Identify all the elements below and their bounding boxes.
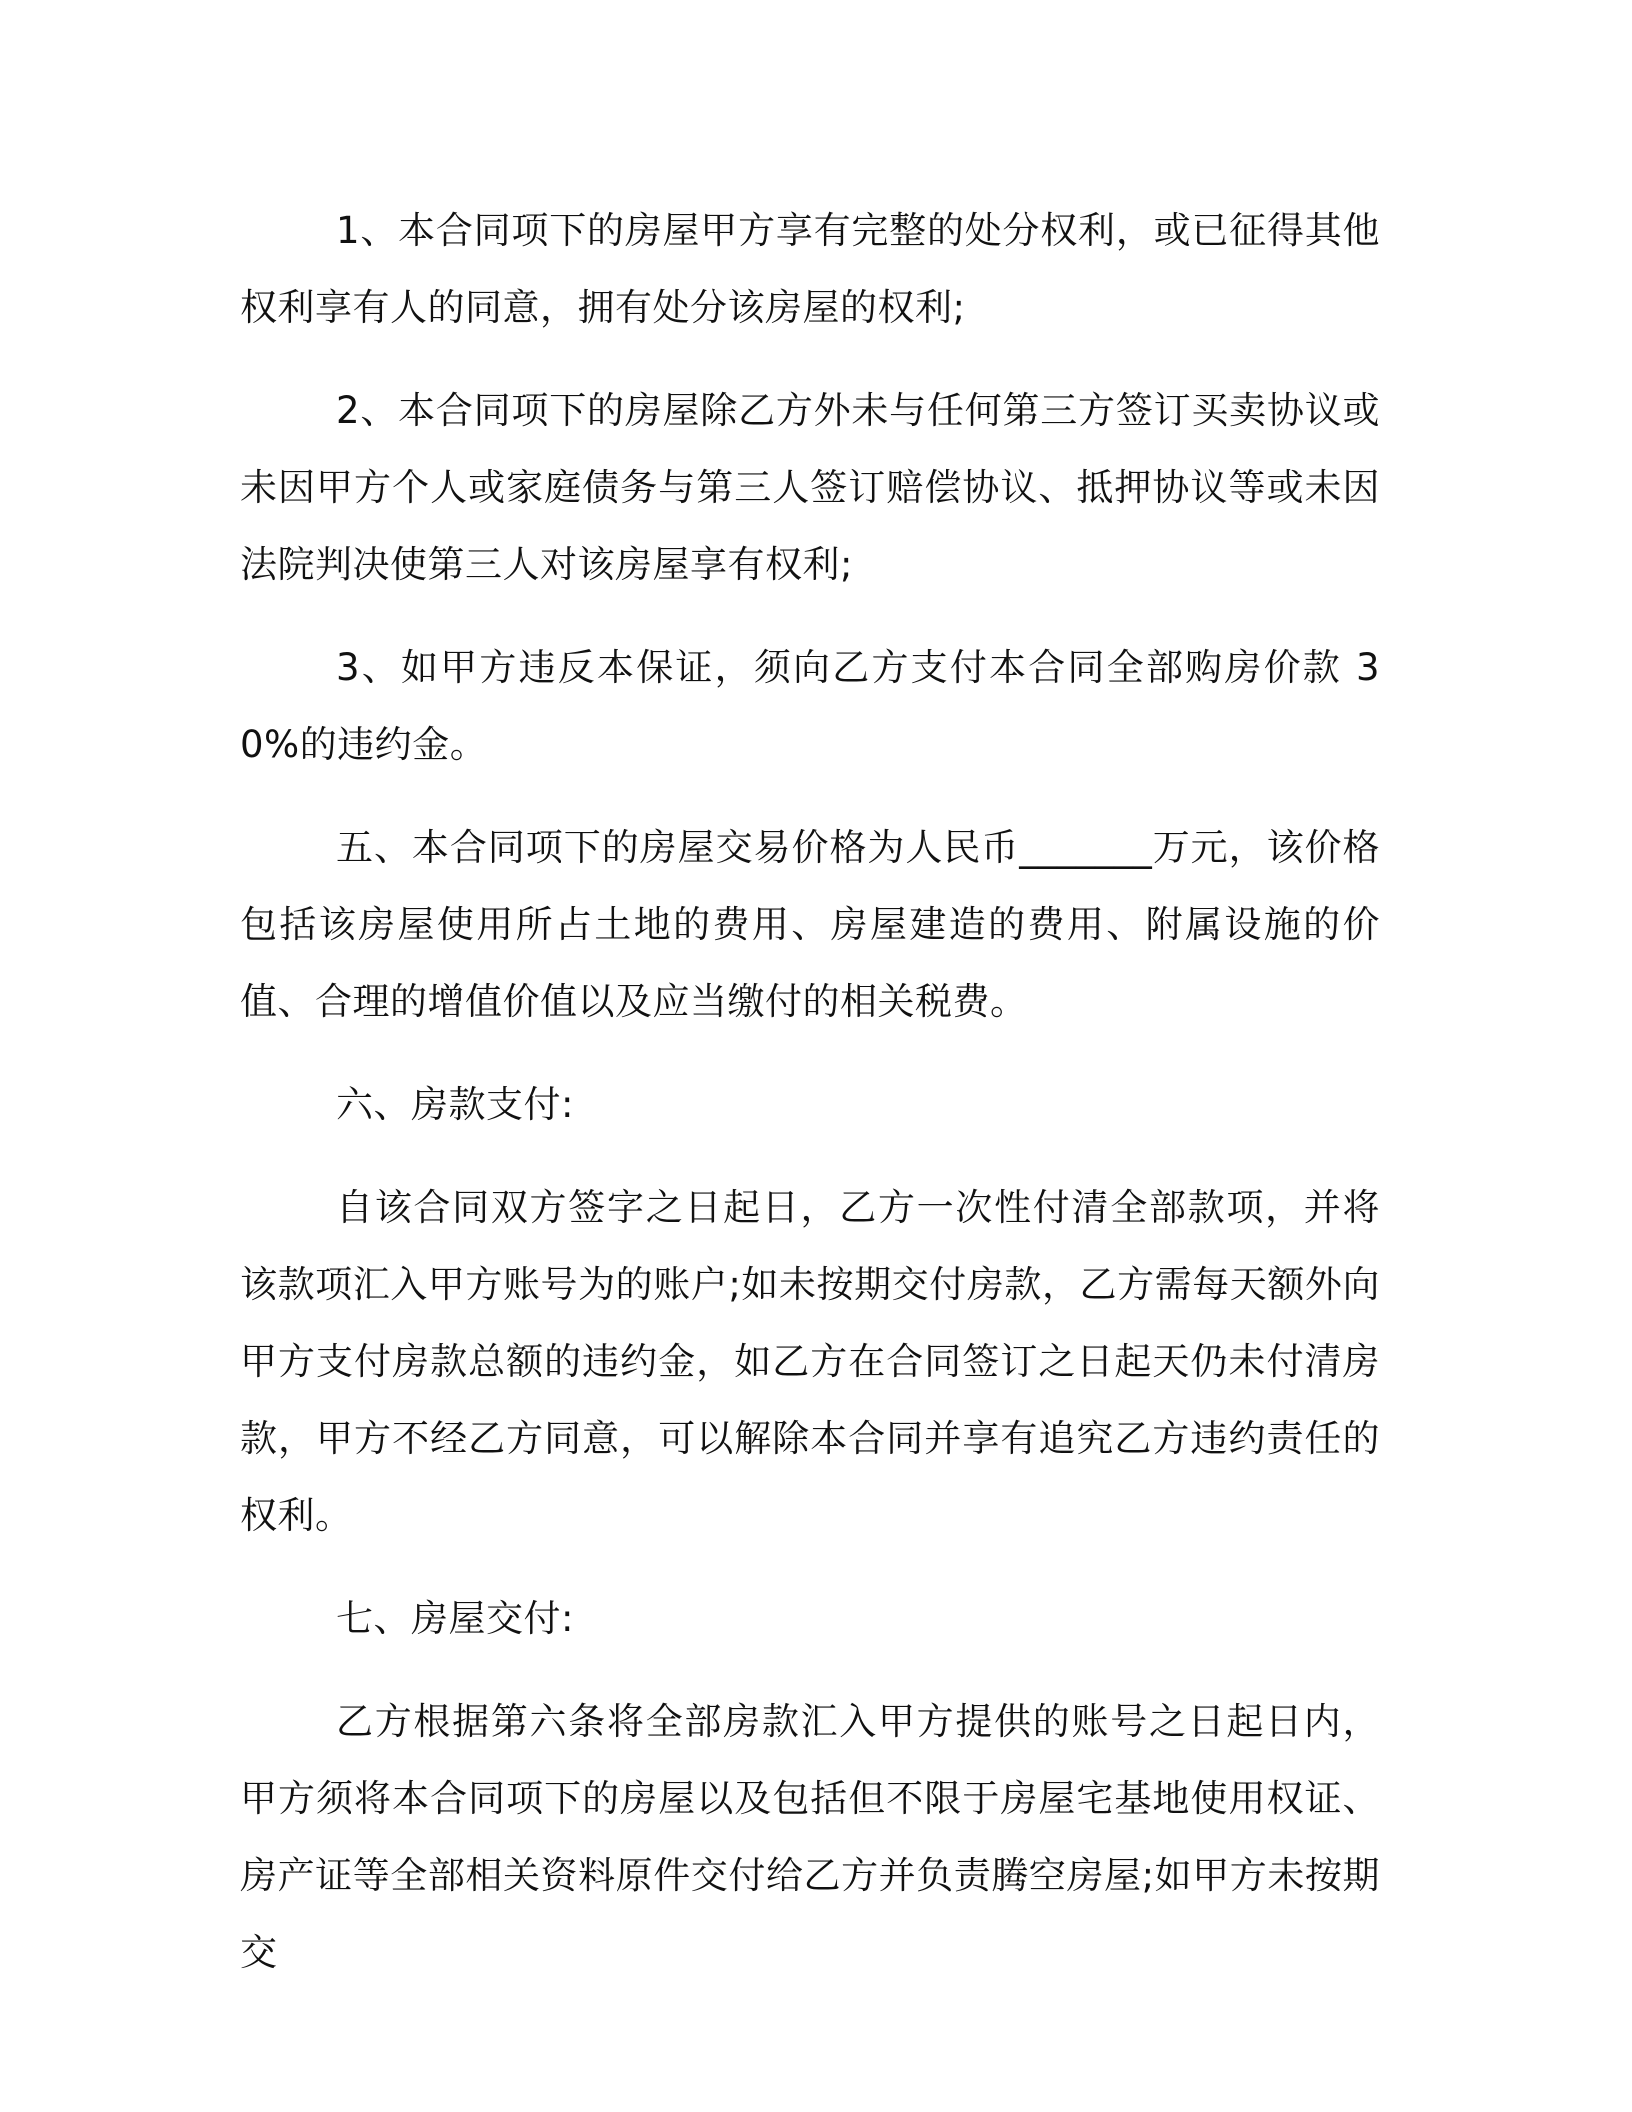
clause-2-no-third-party: 2、本合同项下的房屋除乙方外未与任何第三方签订买卖协议或未因甲方个人或家庭债务与第三人签订赔偿协议、抵押协议等或未因法院判决使第三人对该房屋享有权利; [240, 389, 1380, 586]
document-body [240, 192, 1380, 2017]
clause-3-penalty: 3、如甲方违反本保证，须向乙方支付本合同全部购房价款 30%的违约金。 [240, 646, 1380, 766]
clause-1-disposal-rights: 1、本合同项下的房屋甲方享有完整的处分权利，或已征得其他权利享有人的同意，拥有处分该房屋的权利; [240, 209, 1380, 329]
section-7-delivery-terms: 乙方根据第六条将全部房款汇入甲方提供的账号之日起日内，甲方须将本合同项下的房屋以及包括但不限于房屋宅基地使用权证、房产证等全部相关资料原件交付给乙方并负责腾空房屋;如甲方未按期交 [240, 1700, 1380, 1974]
section-5-price: 五、本合同项下的房屋交易价格为人民币_______万元，该价格包括该房屋使用所占土地的费用、房屋建造的费用、附属设施的价值、合理的增值价值以及应当缴付的相关税费。 [240, 826, 1380, 1023]
section-7-heading: 七、房屋交付: [336, 1597, 574, 1640]
section-6-payment-terms: 自该合同双方签字之日起日，乙方一次性付清全部款项，并将该款项汇入甲方账号为的账户;如未按期交付房款，乙方需每天额外向甲方支付房款总额的违约金，如乙方在合同签订之日起天仍未付清房款，甲方不经乙方同意，可以解除本合同并享有追究乙方违约责任的权利。 [240, 1186, 1380, 1537]
section-6-heading: 六、房款支付: [336, 1083, 574, 1126]
